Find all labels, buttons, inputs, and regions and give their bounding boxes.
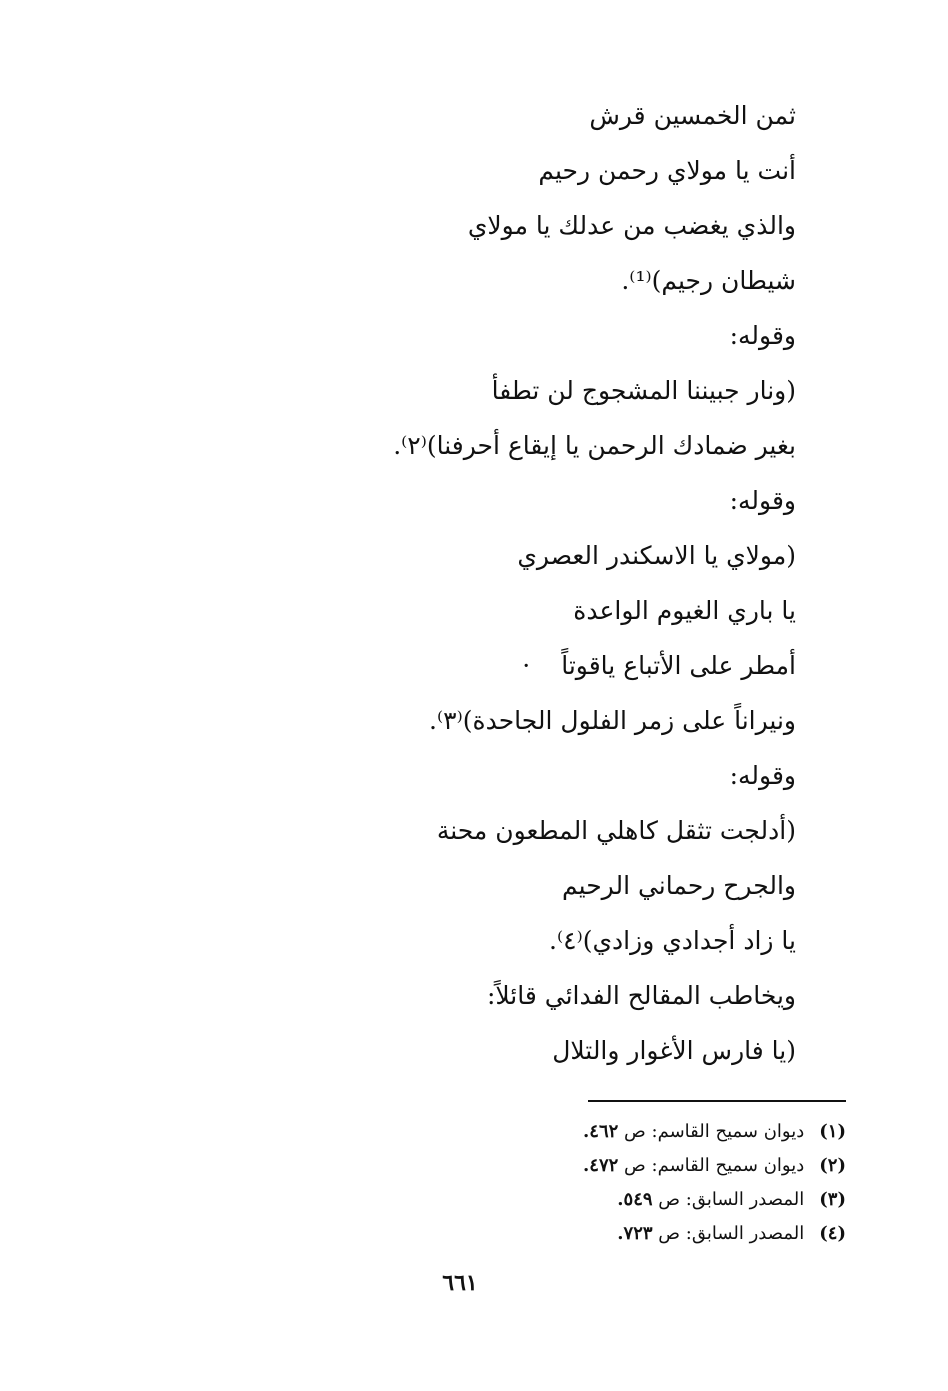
- footnote-page-ref: ٧٢٣.: [617, 1223, 653, 1244]
- footnote-page-ref: ٥٤٩.: [617, 1189, 653, 1210]
- footnote-item: [426, 1115, 846, 1149]
- text-line: والذي يغضب من عدلك يا مولاي: [467, 211, 796, 240]
- main-text: [236, 88, 796, 1078]
- text-line: يا زاد أجدادي وزادي)⁽٤⁾.: [549, 926, 796, 955]
- footnote-page-ref: ٤٧٢.: [583, 1155, 619, 1176]
- footnote-number: (٣): [819, 1189, 846, 1210]
- footnote-item: [426, 1149, 846, 1183]
- footnote-number: (٢): [819, 1155, 846, 1176]
- footnote-text: المصدر السابق: ص: [658, 1189, 805, 1210]
- text-line: ثمن الخمسين قرش: [589, 101, 796, 130]
- footnote-text: ديوان سميح القاسم: ص: [624, 1155, 805, 1176]
- text-line: والجرح رحماني الرحيم: [562, 871, 796, 900]
- text-line-content: أمطر على الأتباع ياقوتاً: [561, 651, 796, 680]
- footnote-divider: [588, 1100, 846, 1102]
- text-line: (ونار جبيننا المشجوج لن تطفأ: [491, 376, 796, 405]
- footnote-page-ref: ٤٦٢.: [583, 1121, 619, 1142]
- text-line: ونيراناً على زمر الفلول الجاحدة)⁽٣⁾.: [429, 706, 796, 735]
- footnote-text: المصدر السابق: ص: [658, 1223, 805, 1244]
- text-line: بغير ضمادك الرحمن يا إيقاع أحرفنا)⁽٢⁾.: [393, 431, 796, 460]
- text-line: يا باري الغيوم الواعدة: [573, 596, 796, 625]
- footnotes: [426, 1115, 846, 1251]
- text-line: (أدلجت تثقل كاهلي المطعون محنة: [436, 816, 796, 845]
- stray-dot-mark: ·: [522, 651, 531, 680]
- footnote-text: ديوان سميح القاسم: ص: [624, 1121, 805, 1142]
- text-line: وقوله:: [729, 761, 796, 790]
- footnote-item: [426, 1217, 846, 1251]
- text-line: أنت يا مولاي رحمن رحيم: [538, 156, 796, 185]
- text-line: وقوله:: [729, 321, 796, 350]
- text-line: وقوله:: [729, 486, 796, 515]
- text-line: (مولاي يا الاسكندر العصري: [517, 541, 796, 570]
- footnote-item: [426, 1183, 846, 1217]
- page-number: ٦٦١: [442, 1270, 478, 1296]
- text-line: ويخاطب المقالح الفدائي قائلاً:: [486, 981, 796, 1010]
- text-line: شيطان رجيم)⁽¹⁾.: [621, 266, 796, 295]
- text-line: (يا فارس الأغوار والتلال: [552, 1036, 796, 1065]
- footnote-number: (٤): [819, 1223, 846, 1244]
- text-line-with-dot: [236, 638, 796, 693]
- footnote-number: (١): [819, 1121, 846, 1142]
